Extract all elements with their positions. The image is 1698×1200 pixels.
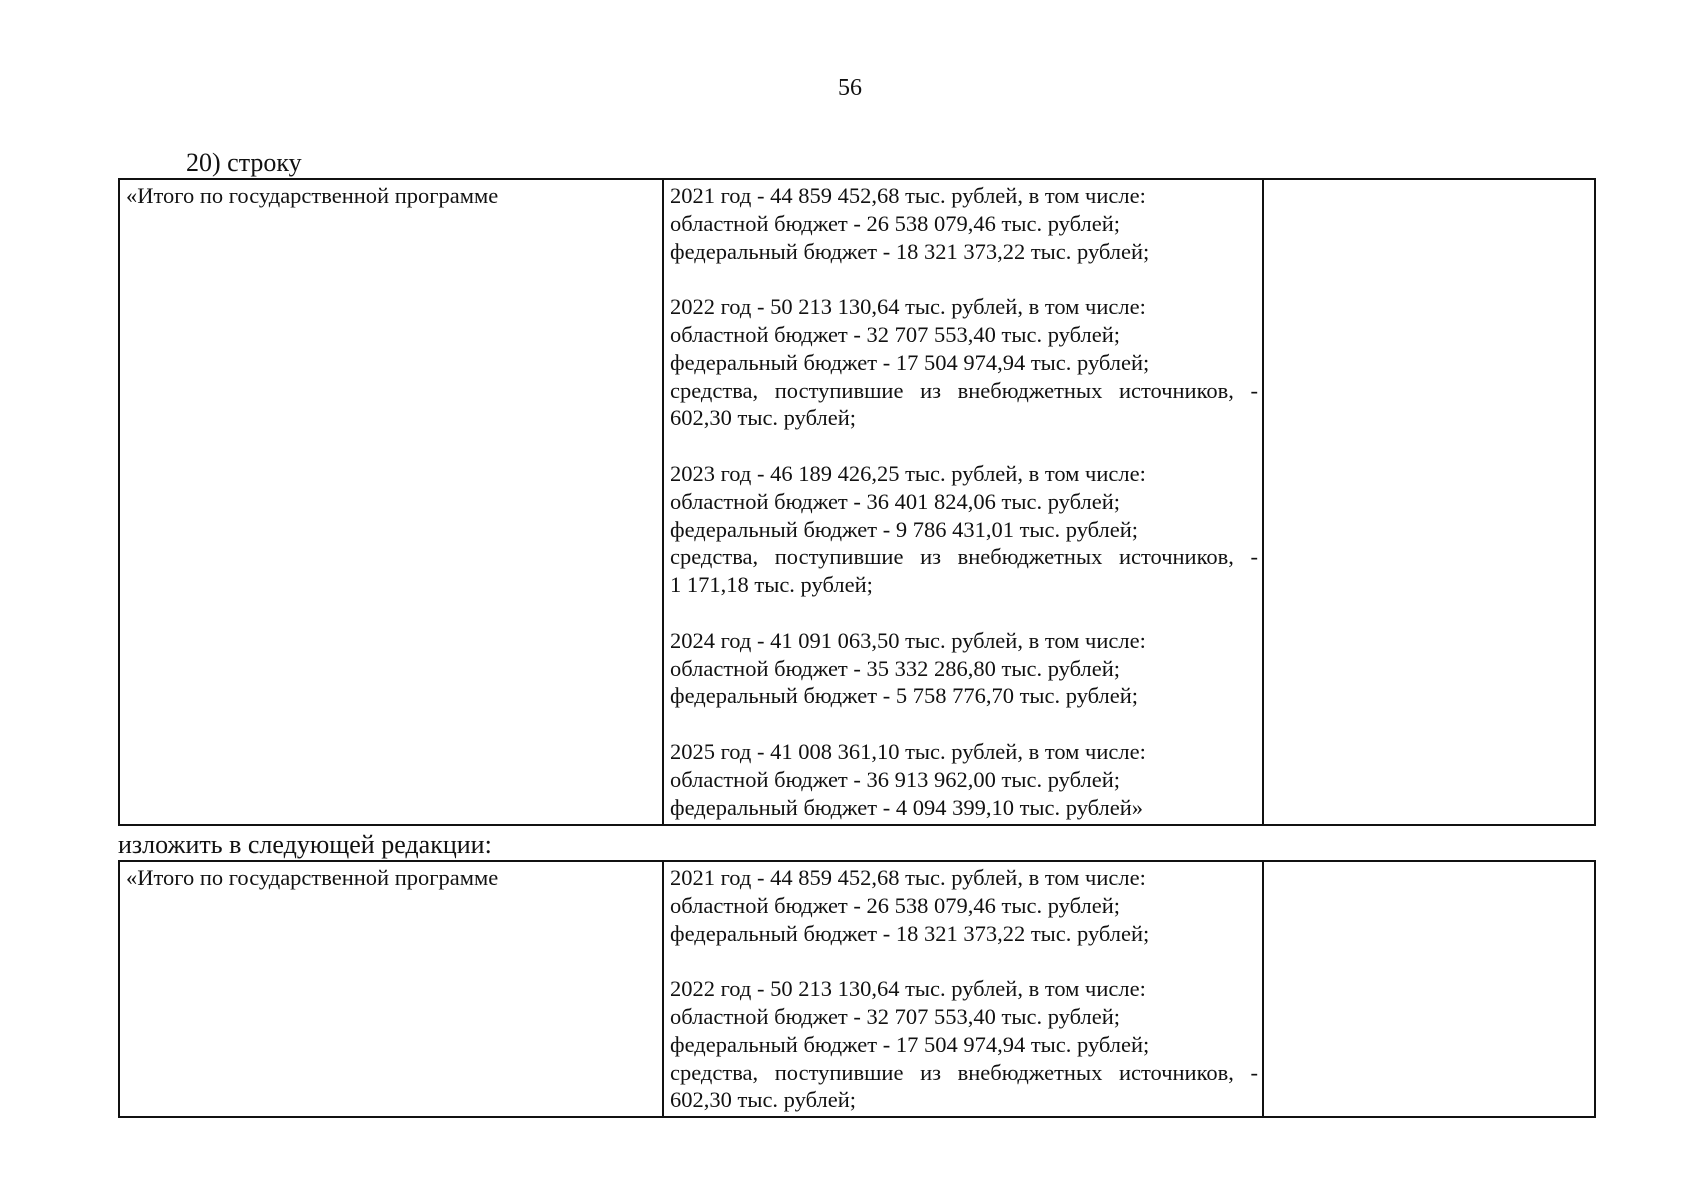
program-total-label-cell: «Итого по государственной программе — [119, 179, 663, 825]
funding-line: федеральный бюджет - 17 504 974,94 тыс. рублей; — [670, 1031, 1150, 1057]
funding-line: областной бюджет - 32 707 553,40 тыс. рублей; — [670, 1003, 1120, 1029]
funding-line: областной бюджет - 32 707 553,40 тыс. рублей; — [670, 321, 1120, 347]
empty-cell — [1263, 179, 1595, 825]
funding-line: федеральный бюджет - 18 321 373,22 тыс. рублей; — [670, 920, 1150, 946]
funding-line: 2022 год - 50 213 130,64 тыс. рублей, в том числе: — [670, 976, 1146, 1002]
funding-line: федеральный бюджет - 17 504 974,94 тыс. рублей; — [670, 349, 1150, 375]
funding-line: средства, поступившие из внебюджетных источников, - — [670, 377, 1258, 403]
funding-year-block — [670, 627, 1258, 710]
intro-text: 20) строку — [186, 148, 302, 177]
funding-year-block — [670, 738, 1258, 821]
funding-line: 2021 год - 44 859 452,68 тыс. рублей, в том числе: — [670, 183, 1146, 208]
funding-line: областной бюджет - 36 913 962,00 тыс. рублей; — [670, 766, 1120, 792]
empty-cell — [1263, 861, 1595, 1117]
funding-line: средства, поступившие из внебюджетных источников, - — [670, 544, 1258, 570]
funding-details-cell — [663, 179, 1263, 825]
amendment-text: изложить в следующей редакции: — [118, 830, 492, 859]
funding-line: федеральный бюджет - 5 758 776,70 тыс. рублей; — [670, 683, 1139, 709]
funding-line: 1 171,18 тыс. рублей; — [670, 572, 873, 598]
funding-line: областной бюджет - 35 332 286,80 тыс. рублей; — [670, 655, 1120, 681]
funding-year-block — [670, 293, 1258, 432]
funding-line: 2025 год - 41 008 361,10 тыс. рублей, в том числе: — [670, 738, 1146, 764]
funding-line: федеральный бюджет - 4 094 399,10 тыс. рублей» — [670, 794, 1144, 820]
funding-line: средства, поступившие из внебюджетных источников, - — [670, 1059, 1258, 1085]
funding-year-block — [670, 460, 1258, 599]
funding-line: федеральный бюджет - 18 321 373,22 тыс. рублей; — [670, 238, 1150, 264]
funding-line: 2024 год - 41 091 063,50 тыс. рублей, в том числе: — [670, 627, 1146, 653]
funding-line: 2023 год - 46 189 426,25 тыс. рублей, в том числе: — [670, 460, 1146, 486]
program-total-label-cell: «Итого по государственной программе — [119, 861, 663, 1117]
funding-year-block — [670, 975, 1258, 1114]
funding-line: 602,30 тыс. рублей; — [670, 1087, 856, 1113]
table-row — [119, 861, 1595, 1117]
funding-table-new — [118, 860, 1596, 1118]
funding-details-cell — [663, 861, 1263, 1117]
funding-year-block — [670, 864, 1258, 947]
funding-line: 602,30 тыс. рублей; — [670, 405, 856, 431]
funding-year-block — [670, 182, 1258, 265]
funding-line: областной бюджет - 26 538 079,46 тыс. рублей; — [670, 892, 1120, 918]
funding-line: областной бюджет - 36 401 824,06 тыс. рублей; — [670, 488, 1120, 514]
funding-table-old — [118, 178, 1596, 826]
funding-line: 2021 год - 44 859 452,68 тыс. рублей, в том числе: — [670, 865, 1146, 890]
table-row — [119, 179, 1595, 825]
funding-line: 2022 год - 50 213 130,64 тыс. рублей, в том числе: — [670, 294, 1146, 320]
funding-line: областной бюджет - 26 538 079,46 тыс. рублей; — [670, 210, 1120, 236]
funding-line: федеральный бюджет - 9 786 431,01 тыс. рублей; — [670, 516, 1139, 542]
page-number: 56 — [838, 75, 862, 101]
